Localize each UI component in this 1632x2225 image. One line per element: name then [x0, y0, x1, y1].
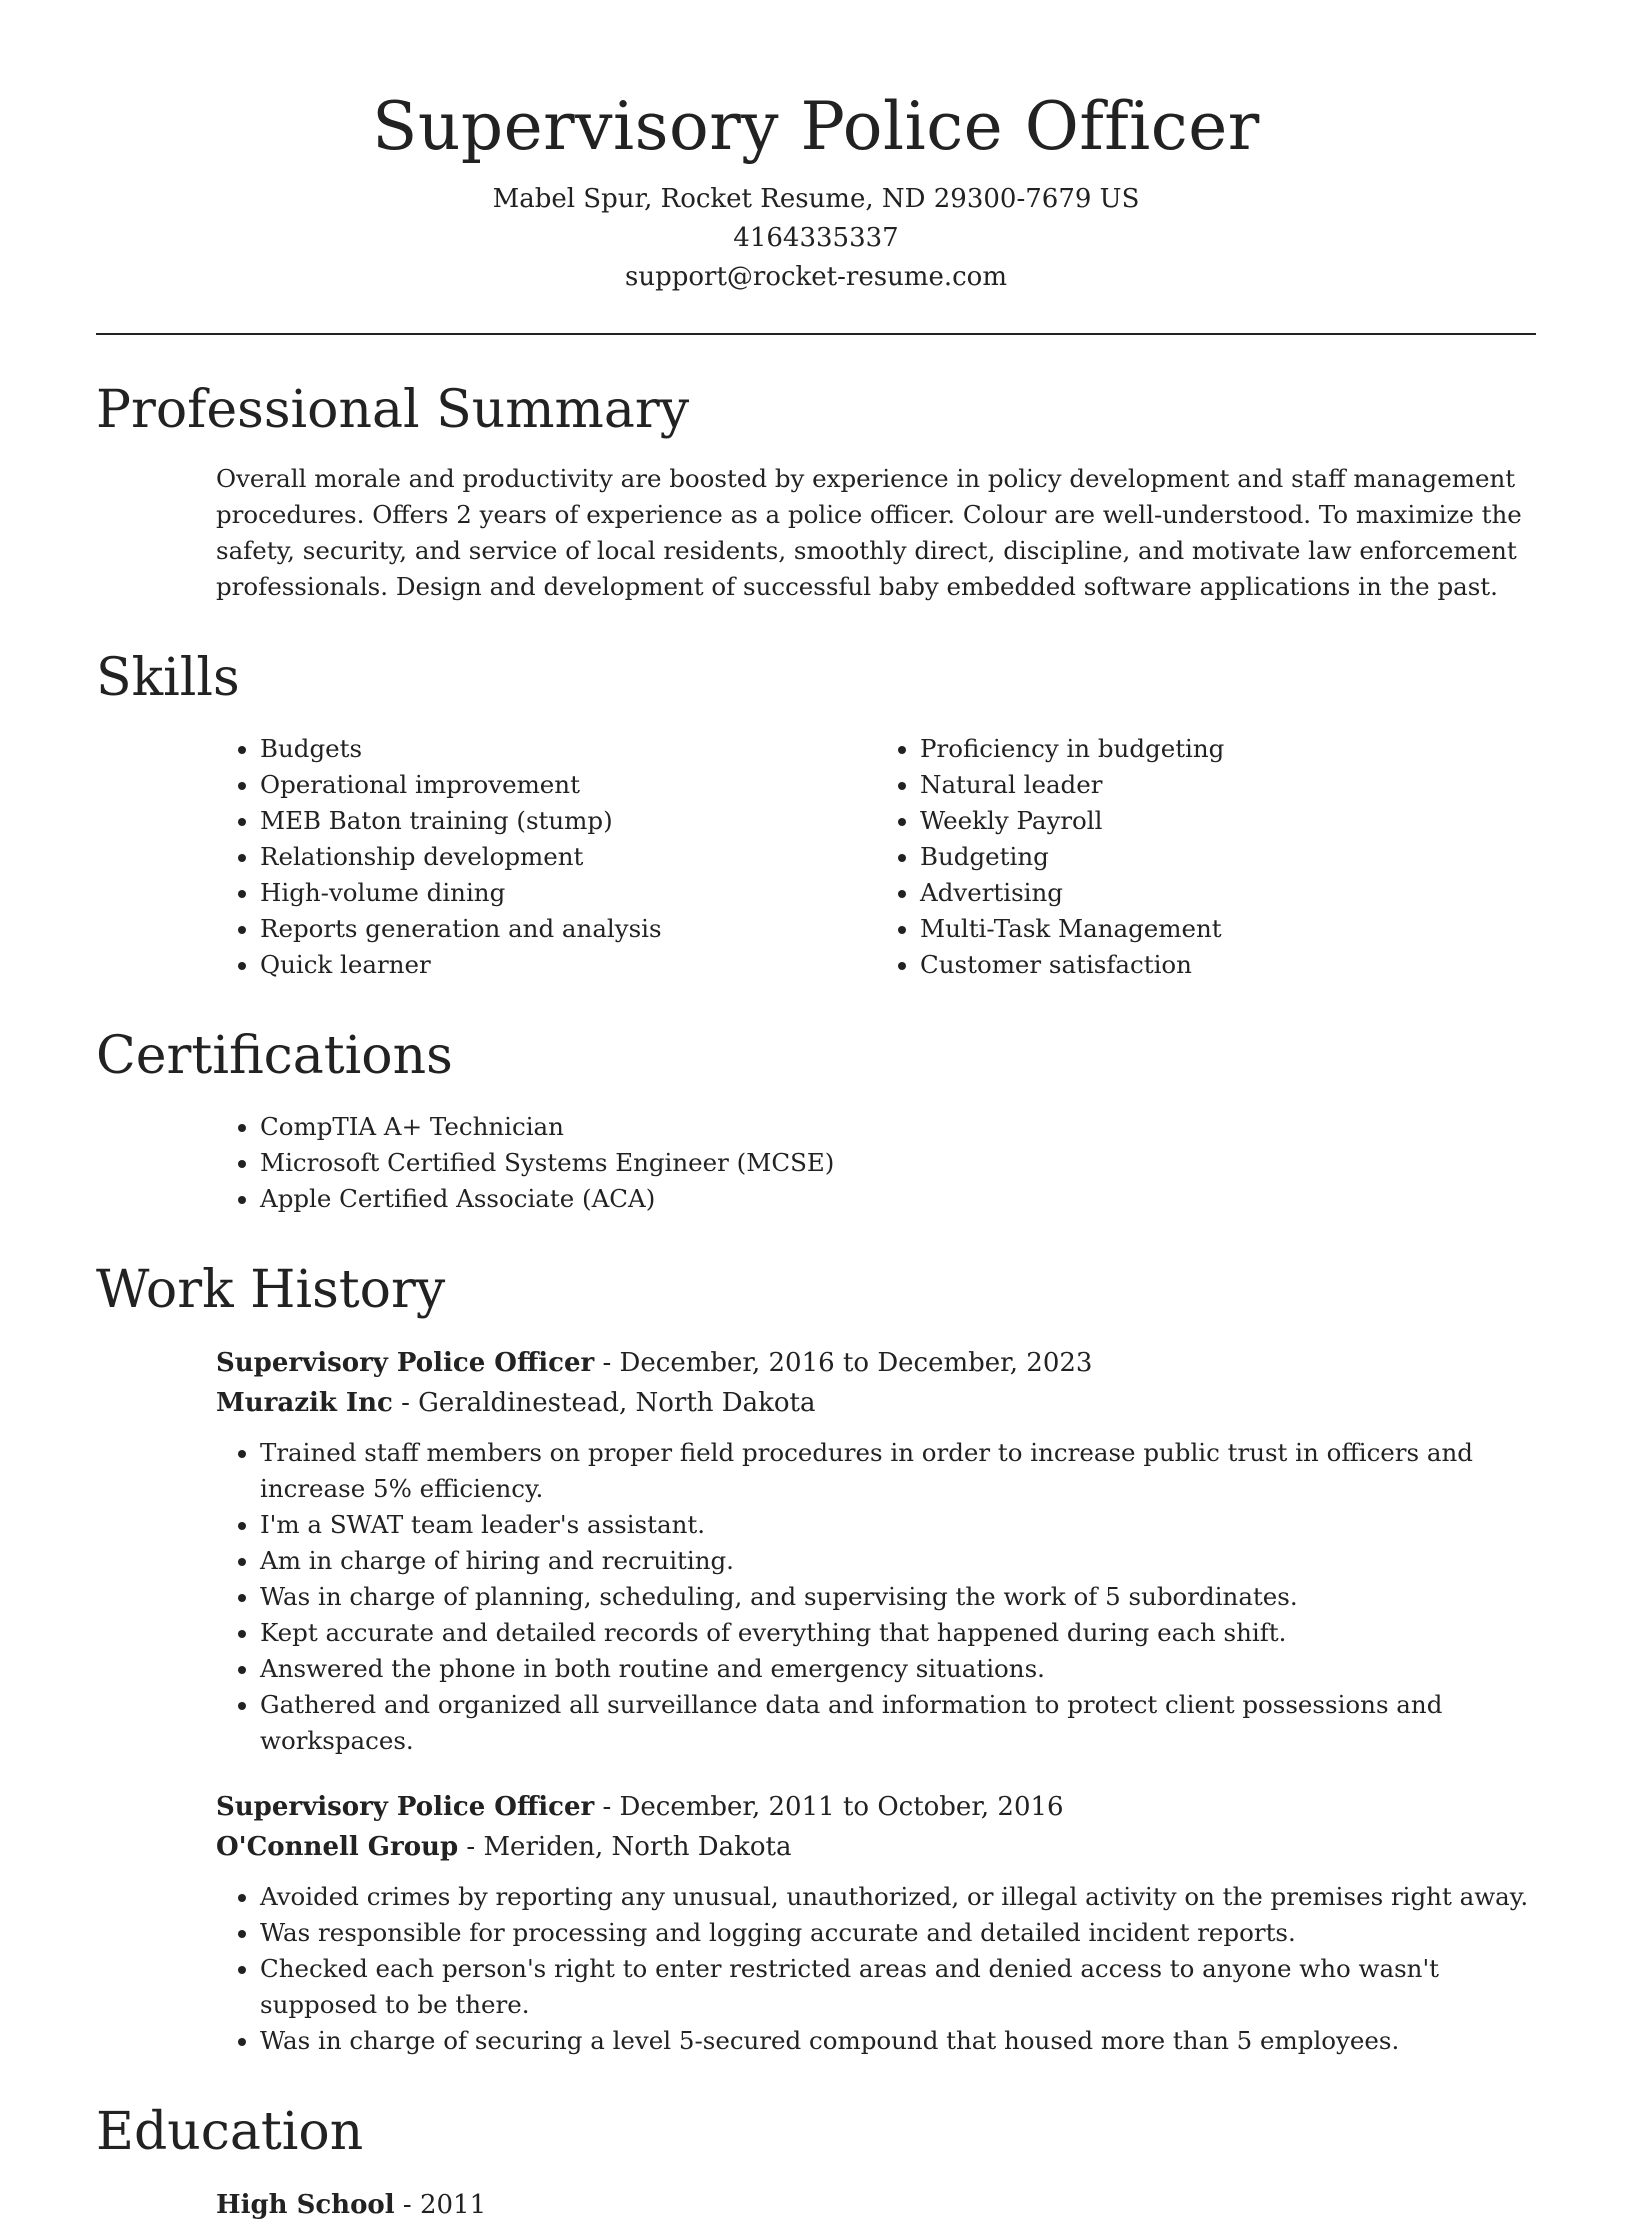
skill-item: • Customer satisfaction	[920, 947, 1536, 983]
job-title: Supervisory Police Officer	[216, 1348, 595, 1378]
job-company-line	[216, 1827, 1536, 1867]
job-bullet: • Answered the phone in both routine and emergency situations.	[260, 1651, 1536, 1687]
job-title-line	[216, 1787, 1536, 1827]
skills-columns	[96, 731, 1536, 983]
education-heading: Education	[96, 2102, 364, 2162]
header-divider	[96, 333, 1536, 335]
job-bullet: • Was in charge of planning, scheduling, and supervising the work of 5 subordinates.	[260, 1579, 1536, 1615]
work-history-heading: Work History	[96, 1260, 446, 1320]
job-dates: - December, 2011 to October, 2016	[594, 1792, 1064, 1822]
skill-item: • Operational improvement	[260, 767, 876, 803]
job-bullets	[216, 1879, 1536, 2059]
job-bullet: • Was responsible for processing and logging accurate and detailed incident reports.	[260, 1915, 1536, 1951]
job-bullet: • Gathered and organized all surveillance data and information to protect client possessions and workspaces.	[260, 1687, 1536, 1759]
email-text: support@rocket-resume.com	[624, 262, 1007, 292]
certification-item: • CompTIA A+ Technician	[260, 1109, 1536, 1145]
job-dates: - December, 2016 to December, 2023	[594, 1348, 1093, 1378]
job-location: - Meriden, North Dakota	[458, 1832, 792, 1862]
skills-heading: Skills	[96, 648, 240, 708]
skill-item: • Multi-Task Management	[920, 911, 1536, 947]
resume-header	[96, 0, 1536, 297]
skill-item: • Budgets	[260, 731, 876, 767]
skill-item: • Relationship development	[260, 839, 876, 875]
certifications-list	[96, 1109, 1536, 1217]
certification-item: • Apple Certified Associate (ACA)	[260, 1181, 1536, 1217]
skill-item: • Advertising	[920, 875, 1536, 911]
job-bullet: • I'm a SWAT team leader's assistant.	[260, 1507, 1536, 1543]
job-bullet: • Was in charge of securing a level 5-secured compound that housed more than 5 employees.	[260, 2023, 1536, 2059]
phone-text: 4164335337	[733, 223, 899, 253]
skills-section	[96, 647, 1536, 983]
skill-item: • Budgeting	[920, 839, 1536, 875]
skill-item: • Quick learner	[260, 947, 876, 983]
summary-heading: Professional Summary	[96, 380, 690, 440]
contact-block	[96, 180, 1536, 297]
address-text: Mabel Spur, Rocket Resume, ND 29300-7679 US	[492, 184, 1140, 214]
education-degree: High School	[216, 2190, 395, 2220]
job-company: Murazik Inc	[216, 1388, 393, 1418]
education-year: - 2011	[394, 2190, 487, 2220]
summary-section	[96, 379, 1536, 605]
skill-item: • Weekly Payroll	[920, 803, 1536, 839]
skills-list-right	[876, 731, 1536, 983]
education-section	[96, 2101, 1536, 2225]
skill-item: • Proficiency in budgeting	[920, 731, 1536, 767]
skill-item: • MEB Baton training (stump)	[260, 803, 876, 839]
job-title-line	[216, 1343, 1536, 1383]
certifications-section	[96, 1025, 1536, 1217]
certifications-heading: Certifications	[96, 1026, 453, 1086]
job-location: - Geraldinestead, North Dakota	[392, 1388, 816, 1418]
skill-item: • Reports generation and analysis	[260, 911, 876, 947]
job-bullets	[216, 1435, 1536, 1759]
skill-item: • High-volume dining	[260, 875, 876, 911]
job-bullet: • Checked each person's right to enter restricted areas and denied access to anyone who wasn't supposed to be there.	[260, 1951, 1536, 2023]
skills-list-left	[96, 731, 876, 983]
job-company-line	[216, 1383, 1536, 1423]
certification-item: • Microsoft Certified Systems Engineer (MCSE)	[260, 1145, 1536, 1181]
job-bullet: • Kept accurate and detailed records of everything that happened during each shift.	[260, 1615, 1536, 1651]
education-entry	[216, 2185, 1536, 2225]
page-title: Supervisory Police Officer	[372, 88, 1260, 165]
job-bullet: • Trained staff members on proper field procedures in order to increase public trust in officers and increase 5% efficiency.	[260, 1435, 1536, 1507]
job-title: Supervisory Police Officer	[216, 1792, 595, 1822]
job-entry	[216, 1343, 1536, 1759]
job-bullet: • Avoided crimes by reporting any unusual, unauthorized, or illegal activity on the premises right away.	[260, 1879, 1536, 1915]
job-bullet: • Am in charge of hiring and recruiting.	[260, 1543, 1536, 1579]
summary-text: Overall morale and productivity are boosted by experience in policy development and staff management procedures. Offers 2 years of experience as a police officer. Colour are well-understood. To maximize the safety, security, and service of local residents, smoothly direct, discipline, and motivate law enforcement professionals. Design and development of successful baby embedded software applications in the past.	[216, 464, 1522, 601]
work-history-section	[96, 1259, 1536, 2059]
job-company: O'Connell Group	[216, 1832, 459, 1862]
skill-item: • Natural leader	[920, 767, 1536, 803]
job-entry	[216, 1787, 1536, 2059]
